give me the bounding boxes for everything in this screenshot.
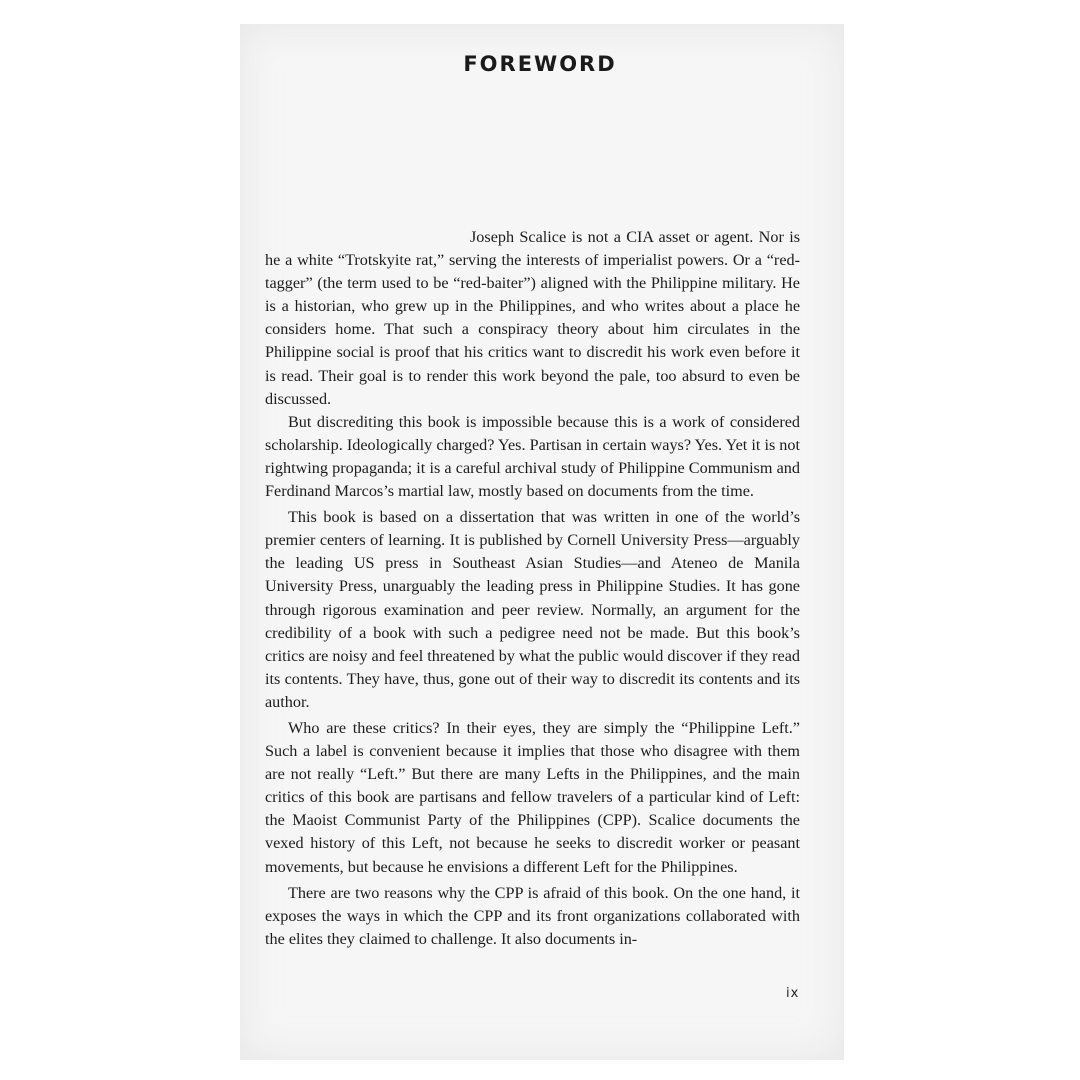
body-text	[265, 226, 800, 951]
paragraph-2: But discrediting this book is impossible because this is a work of considered scholarship. Ideologically charged? Yes. Partisan in certain ways? Yes. Yet it is not rightwing propaganda; it is a careful archival study of Philippine Communism and Ferdinand Marcos’s martial law, mostly based on documents from the time.	[265, 412, 800, 501]
page-title: FOREWORD	[463, 52, 617, 76]
paragraph-4: Who are these critics? In their eyes, they are simply the “Philippine Left.” Such a label is convenient because it implies that those who disagree with them are not really “Left.” But there are many Lefts in the Philippines, and the main critics of this book are partisans and fellow travelers of a particular kind of Left: the Maoist Communist Party of the Philippines (CPP). Scalice documents the vexed history of this Left, not because he seeks to discredit worker or peasant movements, but because he envisions a different Left for the Philippines.	[265, 718, 800, 876]
paragraph-1: Joseph Scalice is not a CIA asset or agent. Nor is he a white “Trotskyite rat,” serving the interests of imperialist powers. Or a “red-tagger” (the term used to be “red-baiter”) aligned with the Philippine military. He is a historian, who grew up in the Philippines, and who writes about a place he considers home. That such a conspiracy theory about him circulates in the Philippine social is proof that his critics want to discredit his work even before it is read. Their goal is to render this work beyond the pale, too absurd to even be discussed.	[265, 228, 800, 408]
paragraph-3: This book is based on a dissertation that was written in one of the world’s premier centers of learning. It is published by Cornell University Press—arguably the leading US press in Southeast Asian Studies—and Ateneo de Manila University Press, unarguably the leading press in Philippine Studies. It has gone through rigorous examination and peer review. Normally, an argument for the credibility of a book with such a pedigree need not be made. But this book’s critics are noisy and feel threatened by what the public would discover if they read its contents. They have, thus, gone out of their way to discredit its contents and its author.	[265, 508, 800, 711]
paragraph-5: There are two reasons why the CPP is afraid of this book. On the one hand, it exposes the ways in which the CPP and its front organizations collaborated with the elites they claimed to challenge. It also documents in-	[265, 883, 800, 948]
page-number: ix	[786, 986, 800, 1001]
